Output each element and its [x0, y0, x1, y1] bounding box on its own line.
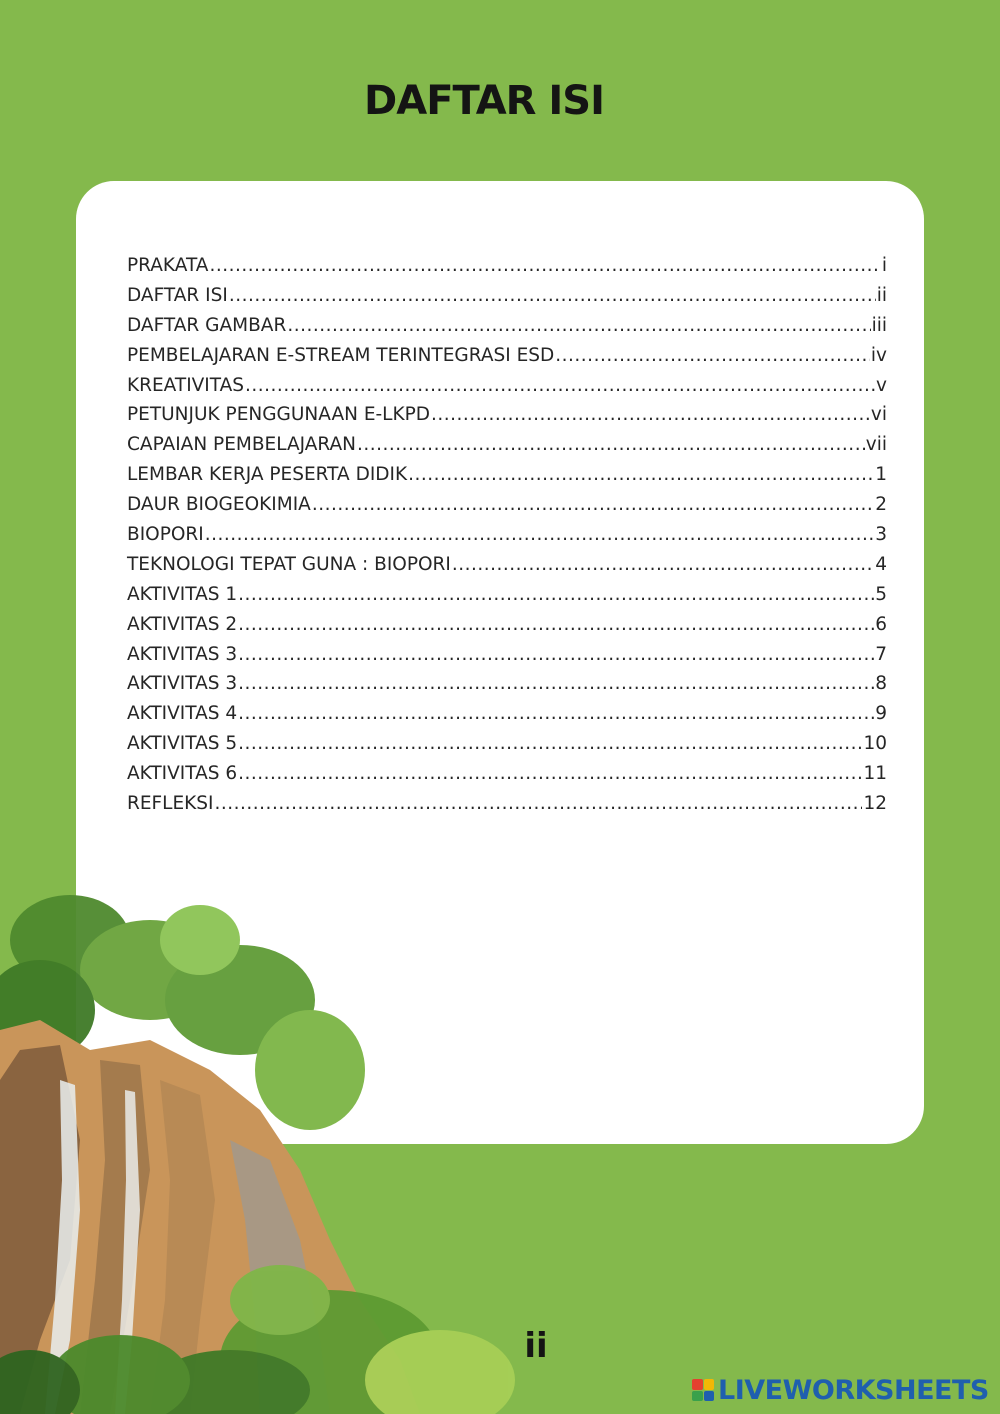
- toc-entry: [127, 400, 887, 430]
- page-title: DAFTAR ISI: [364, 78, 604, 124]
- toc-entry: [127, 430, 887, 460]
- toc-leader-dots: [229, 281, 876, 311]
- page-number: ii: [524, 1326, 548, 1366]
- table-of-contents: [127, 251, 887, 819]
- toc-leader-dots: [431, 400, 870, 430]
- toc-entry: [127, 580, 887, 610]
- brand-name: LIVEWORKSHEETS: [718, 1374, 989, 1406]
- toc-entry-label: AKTIVITAS 6: [127, 763, 238, 785]
- toc-entry-page: vii: [865, 434, 887, 456]
- toc-entry-page: ii: [876, 284, 887, 306]
- toc-entry-page: 4: [875, 553, 887, 575]
- toc-leader-dots: [215, 789, 863, 819]
- toc-leader-dots: [238, 729, 862, 759]
- toc-leader-dots: [238, 640, 874, 670]
- toc-leader-dots: [238, 759, 862, 789]
- toc-entry-label: LEMBAR KERJA PESERTA DIDIK: [127, 464, 408, 486]
- toc-entry-page: 5: [875, 583, 887, 605]
- toc-entry-page: 6: [875, 613, 887, 635]
- toc-entry-label: KREATIVITAS: [127, 374, 245, 396]
- toc-entry-page: 10: [863, 733, 887, 755]
- toc-leader-dots: [555, 341, 870, 371]
- toc-entry: [127, 610, 887, 640]
- toc-entry: [127, 729, 887, 759]
- liveworksheets-icon: [692, 1379, 714, 1401]
- toc-entry-page: 2: [875, 494, 887, 516]
- toc-entry: [127, 490, 887, 520]
- toc-entry-label: TEKNOLOGI TEPAT GUNA : BIOPORI: [127, 553, 451, 575]
- toc-leader-dots: [408, 460, 874, 490]
- toc-entry-label: DAFTAR GAMBAR: [127, 314, 287, 336]
- toc-entry: [127, 460, 887, 490]
- toc-entry-page: 12: [863, 793, 887, 815]
- toc-entry: [127, 311, 887, 341]
- toc-entry: [127, 371, 887, 401]
- toc-leader-dots: [452, 550, 874, 580]
- toc-leader-dots: [238, 580, 874, 610]
- toc-entry-label: AKTIVITAS 1: [127, 583, 238, 605]
- toc-entry: [127, 550, 887, 580]
- toc-entry: [127, 699, 887, 729]
- toc-entry-label: PEMBELAJARAN E-STREAM TERINTEGRASI ESD: [127, 344, 555, 366]
- toc-entry-page: iv: [870, 344, 887, 366]
- toc-leader-dots: [287, 311, 870, 341]
- toc-entry-page: i: [881, 255, 887, 276]
- toc-entry-page: v: [876, 374, 887, 396]
- toc-entry-label: AKTIVITAS 4: [127, 703, 238, 725]
- toc-leader-dots: [357, 430, 865, 460]
- toc-leader-dots: [205, 520, 874, 550]
- toc-entry-page: vi: [870, 404, 887, 426]
- toc-entry-label: CAPAIAN PEMBELAJARAN: [127, 434, 356, 456]
- toc-entry-page: iii: [871, 314, 887, 336]
- toc-entry: [127, 640, 887, 670]
- liveworksheets-logo: [692, 1374, 989, 1406]
- toc-entry-page: 1: [875, 464, 887, 486]
- toc-entry-page: 8: [875, 673, 887, 695]
- toc-entry-label: DAUR BIOGEOKIMIA: [127, 494, 311, 516]
- toc-leader-dots: [245, 371, 875, 401]
- toc-entry: [127, 281, 887, 311]
- toc-leader-dots: [209, 251, 880, 281]
- toc-entry-label: AKTIVITAS 5: [127, 733, 238, 755]
- toc-entry-page: 11: [863, 763, 887, 785]
- toc-entry-label: BIOPORI: [127, 524, 204, 546]
- toc-entry-label: PRAKATA: [127, 255, 209, 276]
- toc-entry: [127, 251, 887, 281]
- toc-leader-dots: [312, 490, 874, 520]
- toc-entry: [127, 789, 887, 819]
- toc-entry-label: AKTIVITAS 3: [127, 673, 238, 695]
- toc-entry-label: DAFTAR ISI: [127, 284, 228, 306]
- toc-entry: [127, 520, 887, 550]
- toc-entry-label: REFLEKSI: [127, 793, 214, 815]
- toc-entry: [127, 759, 887, 789]
- toc-entry-label: PETUNJUK PENGGUNAAN E-LKPD: [127, 404, 431, 426]
- toc-leader-dots: [238, 699, 874, 729]
- toc-entry: [127, 669, 887, 699]
- toc-entry-page: 3: [875, 524, 887, 546]
- toc-leader-dots: [238, 610, 874, 640]
- toc-entry: [127, 341, 887, 371]
- toc-entry-label: AKTIVITAS 2: [127, 613, 238, 635]
- toc-leader-dots: [238, 669, 874, 699]
- toc-entry-label: AKTIVITAS 3: [127, 643, 238, 665]
- toc-entry-page: 7: [875, 643, 887, 665]
- waterfall-cliff-illustration: [0, 880, 520, 1414]
- toc-entry-page: 9: [875, 703, 887, 725]
